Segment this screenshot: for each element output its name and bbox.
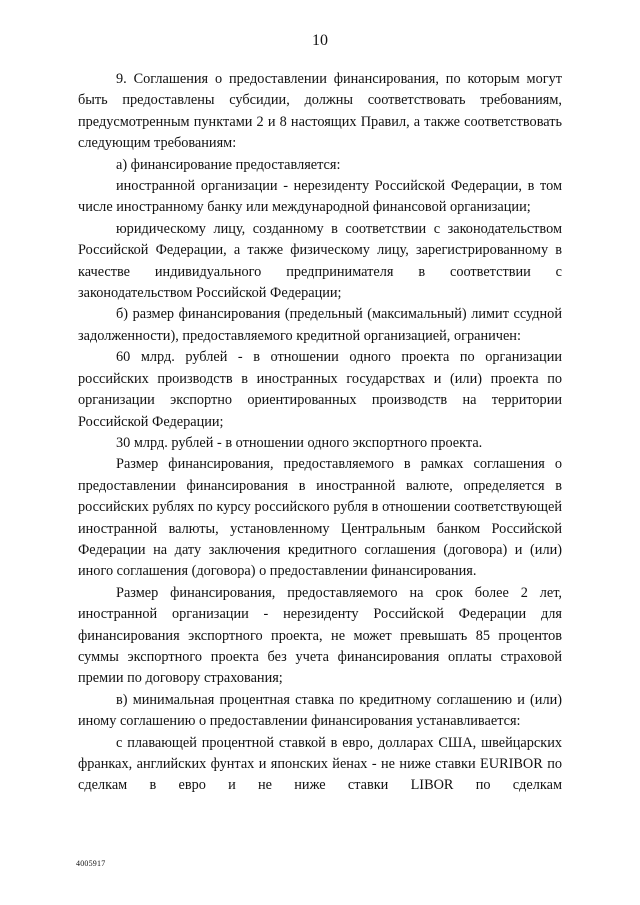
page-number: 10 (312, 32, 328, 49)
paragraph-minimum-rate: в) минимальная процентная ставка по кредитному соглашению и (или) иному соглашению о предоставлении финансирования устанавливается: (78, 691, 562, 730)
paragraph-legal-entity: юридическому лицу, созданному в соответствии с законодательством Российской Федерации, а также физическому лицу, зарегистрированному в качестве индивидуального предпринимателя в соответствии с законодательством Российской Федерации; (78, 220, 562, 302)
paragraph-60-billion: 60 млрд. рублей - в отношении одного проекта по организации российских производств в иностранных государствах и (или) проекта по организации экспортно ориентированных производств на территории Российской Федерации; (78, 349, 562, 430)
paragraph-30-billion: 30 млрд. рублей - в отношении одного экспортного проекта. (116, 434, 483, 451)
document-body (78, 69, 562, 797)
paragraph-financing-limit: б) размер финансирования (предельный (максимальный) лимит ссудной задолженности), предоставляемого кредитной организацией, ограничен: (78, 306, 562, 344)
paragraph-financing-provided: а) финансирование предоставляется: (116, 156, 341, 173)
paragraph-over-2-years: Размер финансирования, предоставляемого на срок более 2 лет, иностранной организации - нерезиденту Российской Федерации для финансирования экспортного проекта, не может превышать 85 процентов суммы экспортного проекта без учета финансирования оплаты страховой премии по договору страхования; (78, 584, 562, 687)
paragraph-floating-rate: с плавающей процентной ставкой в евро, долларах США, швейцарских франках, английских фунтах и японских йенах - не ниже ставки EURIBOR по сделкам в евро и не ниже ставки LIBOR по сделкам (78, 734, 562, 794)
document-code: 4005917 (76, 859, 106, 868)
paragraph-9: 9. Соглашения о предоставлении финансирования, по которым могут быть предоставлены субсидии, должны соответствовать требованиям, предусмотренным пунктами 2 и 8 настоящих Правил, а также соответствовать следующим требованиям: (78, 71, 562, 152)
paragraph-foreign-organization: иностранной организации - нерезиденту Российской Федерации, в том числе иностранному банку или международной финансовой организации; (78, 178, 562, 216)
paragraph-foreign-currency: Размер финансирования, предоставляемого в рамках соглашения о предоставлении финансирования в иностранной валюте, определяется в российских рублях по курсу российского рубля в отношении соответствующей иностранной валюты, установленному Центральным банком Российской Федерации на дату заключения кредитного соглашения (договора) и (или) иного соглашения (договора) о предоставлении финансирования. (78, 456, 562, 580)
